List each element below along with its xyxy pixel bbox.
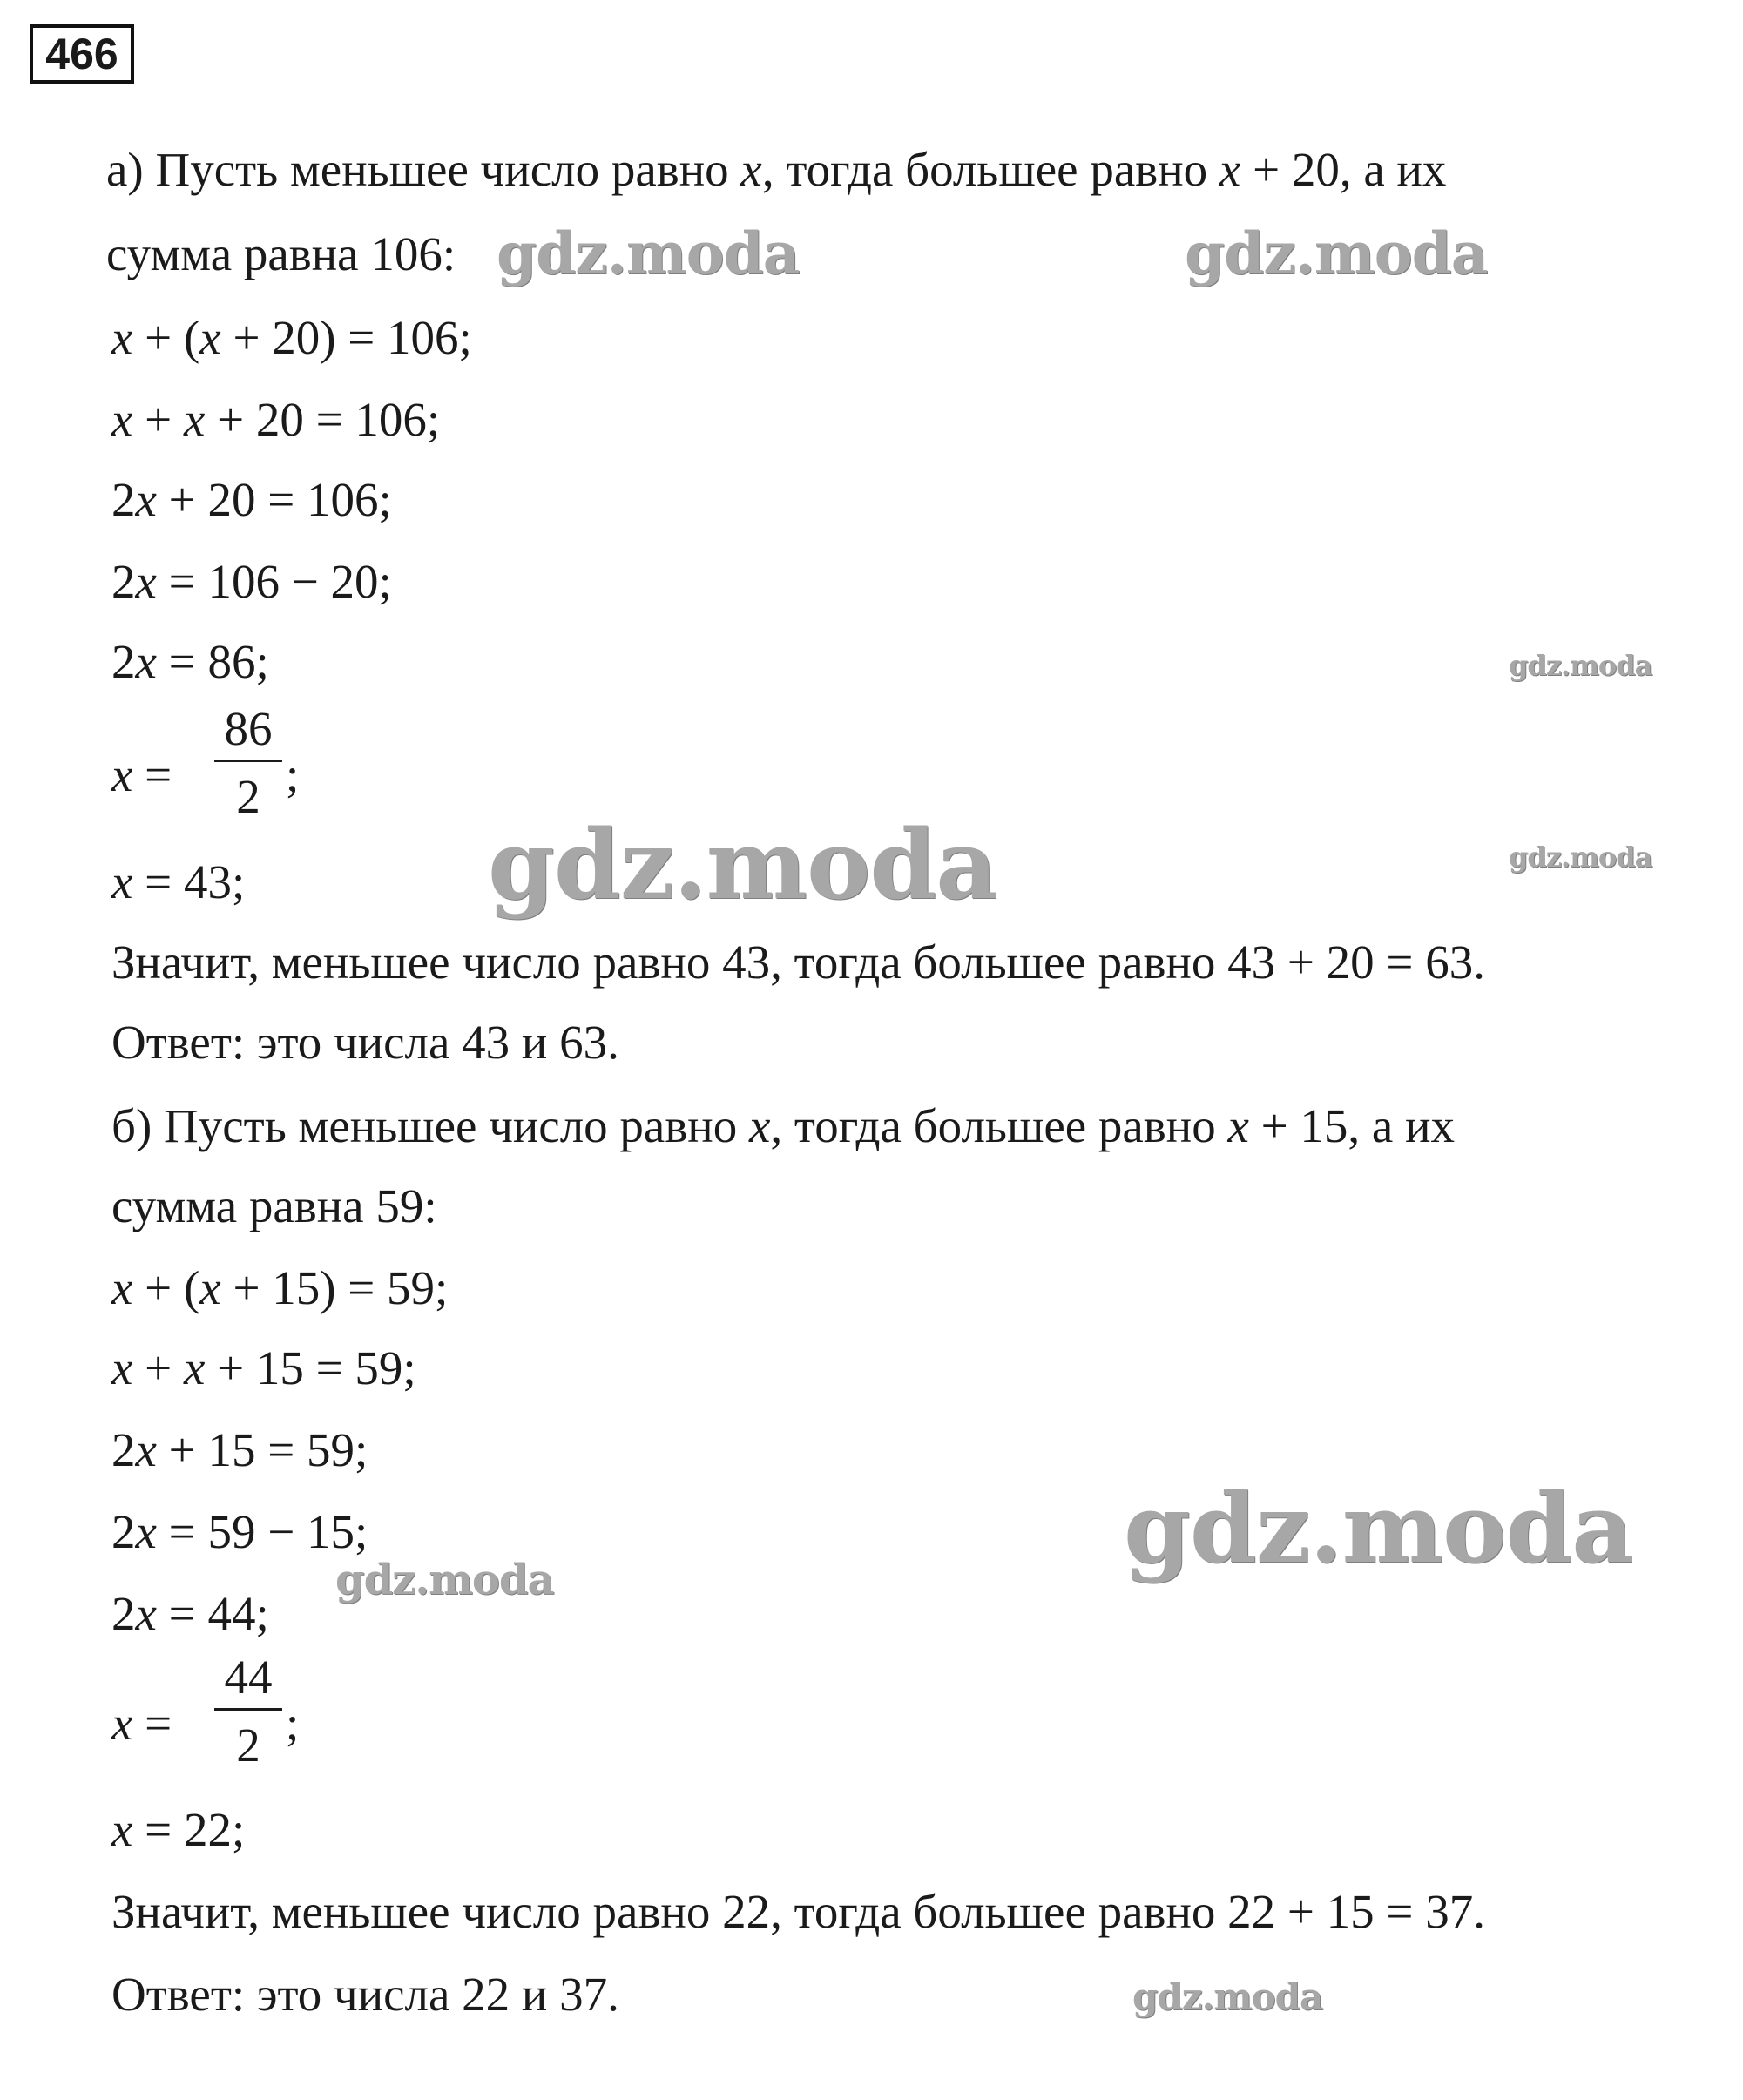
solution-line: [111, 627, 269, 697]
solution-line: [111, 547, 392, 617]
numerator: 86: [214, 699, 282, 762]
watermark: gdz.moda: [488, 808, 997, 921]
text-segment: 2: [111, 1505, 136, 1558]
solution-line: [111, 1497, 368, 1567]
text-segment: Значит, меньшее число равно 22, тогда большее равно 22 + 15 = 37.: [111, 1885, 1485, 1938]
math-variable: x: [199, 1261, 221, 1314]
solution-line: [111, 928, 1485, 997]
math-variable: x: [111, 1341, 133, 1394]
solution-line: [111, 1091, 1455, 1161]
math-variable: x: [1219, 143, 1241, 196]
text-segment: +: [132, 393, 184, 446]
text-segment: + 20 = 106;: [205, 393, 441, 446]
solution-line: [111, 385, 440, 455]
math-variable: x: [135, 1505, 157, 1558]
text-segment: , тогда большее равно: [761, 143, 1219, 196]
solution-line: [111, 1960, 619, 2029]
text-segment: б) Пусть меньшее число равно: [111, 1099, 749, 1152]
solution-line: [111, 847, 245, 917]
math-variable: x: [111, 1261, 133, 1314]
text-segment: Ответ: это числа 43 и 63.: [111, 1016, 619, 1069]
solution-line: [111, 1415, 368, 1485]
watermark: gdz.moda: [1124, 1472, 1633, 1584]
math-variable: x: [183, 393, 206, 446]
denominator: 2: [236, 770, 260, 823]
text-segment: + (: [132, 1261, 200, 1314]
text-segment: 2: [111, 555, 136, 608]
text-segment: = 44;: [156, 1587, 269, 1640]
solution-line: [111, 1795, 245, 1865]
solution-line: [111, 465, 392, 535]
text-segment: = 43;: [132, 855, 246, 908]
text-segment: + 20, а их: [1240, 143, 1447, 196]
text-segment: = 86;: [156, 635, 269, 688]
text-segment: , тогда большее равно: [770, 1099, 1228, 1152]
watermark: gdz.moda: [1509, 841, 1652, 874]
text-segment: =: [132, 748, 172, 801]
text-segment: сумма равна 106:: [106, 227, 456, 280]
text-segment: сумма равна 59:: [111, 1179, 437, 1232]
math-variable: x: [111, 1803, 133, 1856]
solution-line: [111, 303, 472, 373]
fraction-lhs: [111, 1689, 172, 1759]
text-segment: + 20 = 106;: [156, 473, 392, 526]
watermark: gdz.moda: [1185, 219, 1488, 287]
math-variable: x: [135, 1587, 157, 1640]
solution-line: [106, 135, 1446, 205]
text-segment: + 15) = 59;: [220, 1261, 449, 1314]
problem-number: 466: [30, 24, 134, 84]
text-segment: Ответ: это числа 22 и 37.: [111, 1968, 619, 2021]
text-segment: + 15 = 59;: [156, 1423, 368, 1476]
text-segment: + 15, а их: [1248, 1099, 1456, 1152]
text-segment: = 22;: [132, 1803, 246, 1856]
math-variable: x: [748, 1099, 771, 1152]
math-variable: x: [740, 143, 762, 196]
text-segment: 2: [111, 1587, 136, 1640]
semicolon: ;: [286, 748, 300, 801]
solution-line: [106, 219, 456, 289]
text-segment: = 59 − 15;: [156, 1505, 368, 1558]
fraction-lhs: [111, 740, 172, 810]
math-variable: x: [183, 1341, 206, 1394]
text-segment: Значит, меньшее число равно 43, тогда большее равно 43 + 20 = 63.: [111, 935, 1485, 989]
math-variable: x: [135, 635, 157, 688]
text-segment: 2: [111, 1423, 136, 1476]
fraction: [214, 699, 282, 827]
math-variable: x: [1227, 1099, 1249, 1152]
semicolon: ;: [286, 1697, 300, 1750]
watermark: gdz.moda: [497, 219, 800, 287]
math-variable: x: [111, 311, 133, 364]
text-segment: +: [132, 1341, 184, 1394]
math-variable: x: [135, 555, 157, 608]
numerator: 44: [214, 1647, 282, 1711]
math-variable: x: [111, 1697, 133, 1750]
solution-line: [111, 1253, 448, 1323]
math-variable: x: [111, 748, 133, 801]
text-segment: =: [132, 1697, 172, 1750]
math-variable: x: [111, 393, 133, 446]
solution-line: [111, 1579, 269, 1649]
text-segment: + 20) = 106;: [220, 311, 472, 364]
text-segment: + 15 = 59;: [205, 1341, 416, 1394]
solution-line: [111, 1172, 437, 1241]
math-variable: x: [135, 1423, 157, 1476]
math-variable: x: [111, 855, 133, 908]
solution-line: [111, 1008, 619, 1077]
watermark: gdz.moda: [1132, 1975, 1323, 2018]
text-segment: а) Пусть меньшее число равно: [106, 143, 741, 196]
fraction: [214, 1647, 282, 1775]
watermark: gdz.moda: [1509, 649, 1652, 682]
math-variable: x: [199, 311, 221, 364]
text-segment: 2: [111, 473, 136, 526]
denominator: 2: [236, 1718, 260, 1772]
math-variable: x: [135, 473, 157, 526]
solution-line: [111, 1877, 1485, 1947]
solution-line: [111, 1334, 416, 1403]
watermark: gdz.moda: [335, 1556, 554, 1604]
text-segment: = 106 − 20;: [156, 555, 392, 608]
text-segment: + (: [132, 311, 200, 364]
text-segment: 2: [111, 635, 136, 688]
